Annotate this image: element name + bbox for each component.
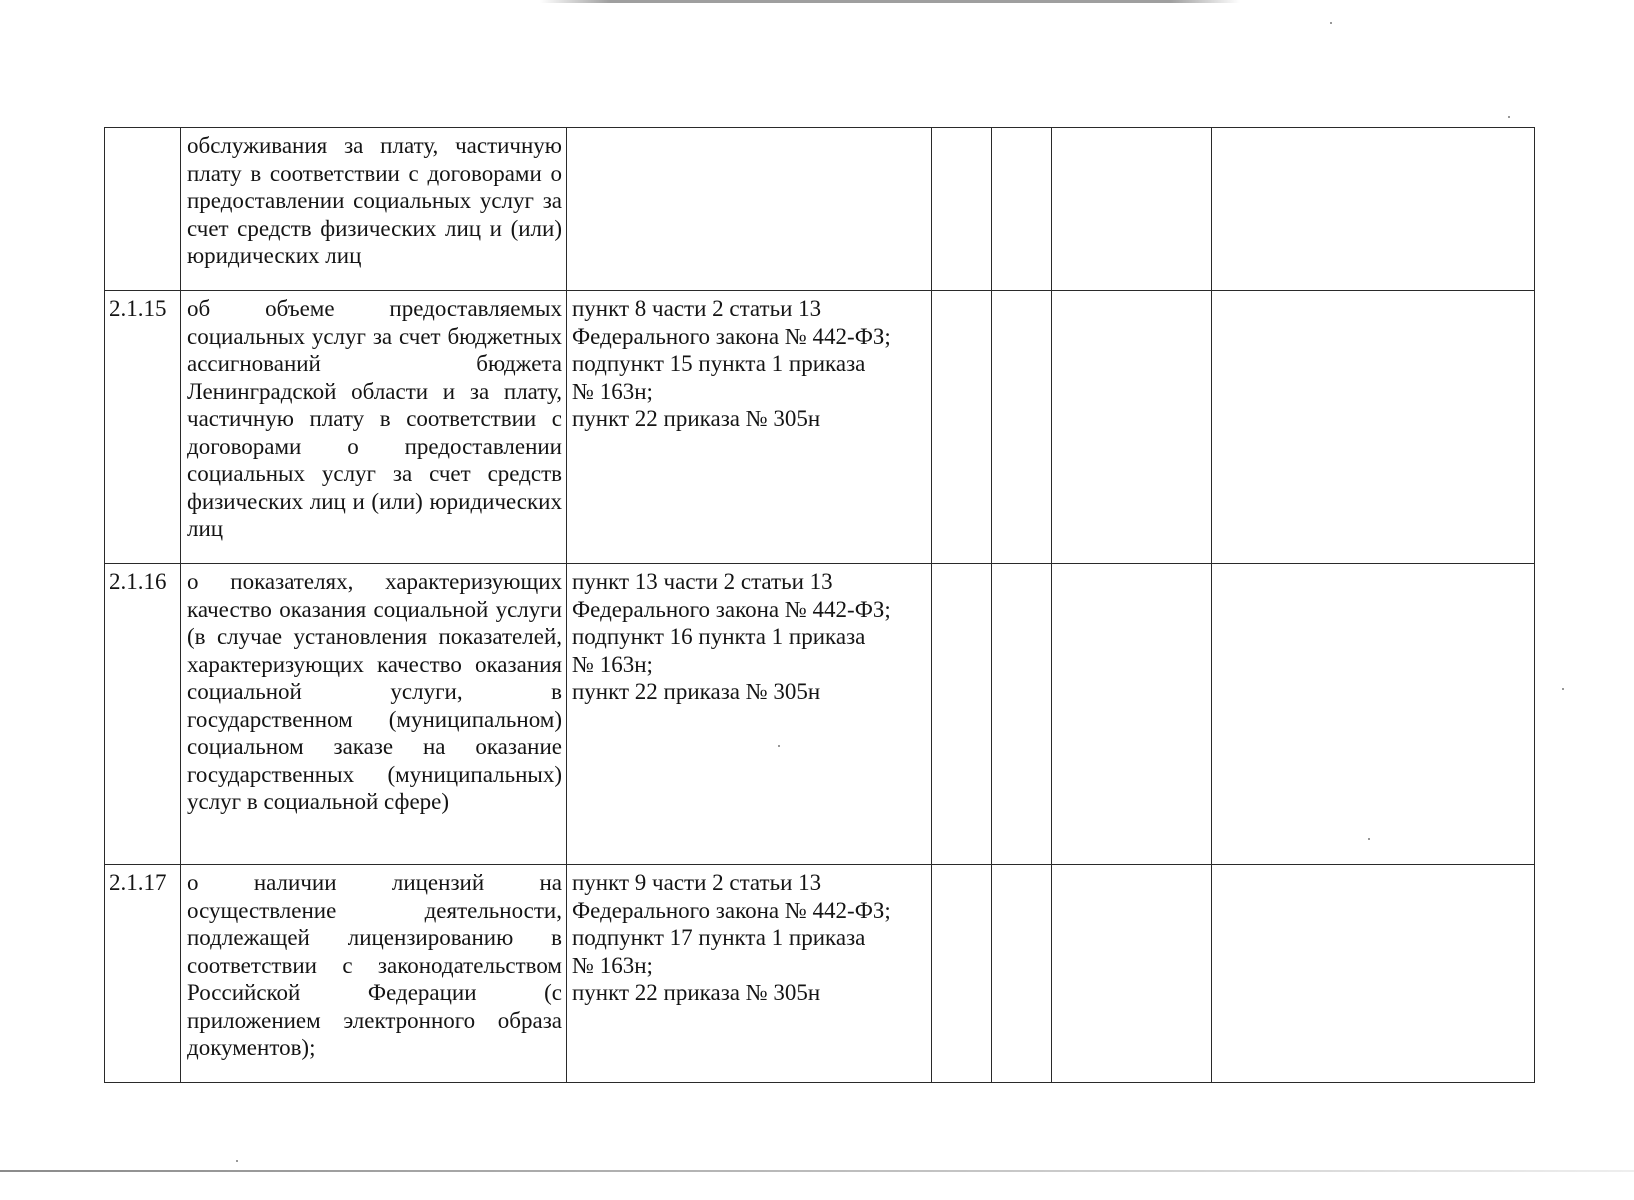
requirements-table (104, 127, 1535, 1083)
scan-edge-top (540, 0, 1240, 3)
legal-basis-line: пункт 13 части 2 статьи 13 (572, 569, 833, 594)
empty-cell (1052, 564, 1212, 865)
item-description-cell: о наличии лицензий на осуществление деятельности, подлежащей лицензированию в соответствии с законодательством Российской Федерации (с приложением электронного образа документов); (181, 865, 567, 1083)
scan-speck (236, 1160, 238, 1162)
item-number-cell: 2.1.17 (105, 865, 181, 1083)
legal-basis-cell (567, 128, 932, 291)
item-number-cell (105, 128, 181, 291)
legal-basis-line: № 163н; (572, 378, 653, 404)
item-number-cell: 2.1.16 (105, 564, 181, 865)
empty-cell (992, 128, 1052, 291)
table-row (105, 128, 1535, 291)
legal-basis-line: подпункт 15 пункта 1 приказа (572, 351, 866, 376)
legal-basis-line: пункт 22 приказа № 305н (572, 679, 821, 704)
scan-edge-bottom (0, 1170, 1634, 1172)
empty-cell (1212, 128, 1535, 291)
legal-basis-line: подпункт 16 пункта 1 приказа (572, 624, 866, 649)
legal-basis-cell (567, 291, 932, 564)
empty-cell (1052, 291, 1212, 564)
legal-basis-cell (567, 865, 932, 1083)
table-row (105, 564, 1535, 865)
legal-basis-line: № 163н; (572, 952, 653, 978)
item-description-cell: об объеме предоставляемых социальных услуг за счет бюджетных ассигнований бюджета Ленинградской области и за плату, частичную плату в соответствии с договорами о предоставлении социальных услуг за счет средств физических лиц и (или) юридических лиц (181, 291, 567, 564)
empty-cell (1052, 865, 1212, 1083)
item-description-cell: обслуживания за плату, частичную плату в соответствии с договорами о предоставлении социальных услуг за счет средств физических лиц и (или) юридических лиц (181, 128, 567, 291)
empty-cell (932, 564, 992, 865)
table-row (105, 865, 1535, 1083)
empty-cell (1212, 291, 1535, 564)
empty-cell (932, 865, 992, 1083)
empty-cell (1052, 128, 1212, 291)
legal-basis-line: пункт 22 приказа № 305н (572, 980, 821, 1005)
item-description-cell: о показателях, характеризующих качество оказания социальной услуги (в случае установления показателей, характеризующих качество оказания социальной услуги, в государственном (муниципальном) социальном заказе на оказание государственных (муниципальных) услуг в социальной сфере) (181, 564, 567, 865)
legal-basis-line: подпункт 17 пункта 1 приказа (572, 925, 866, 950)
scan-speck (1562, 688, 1564, 690)
legal-basis-line: № 163н; (572, 651, 653, 677)
empty-cell (932, 128, 992, 291)
legal-basis-line: пункт 22 приказа № 305н (572, 406, 821, 431)
empty-cell (1212, 865, 1535, 1083)
legal-basis-line: пункт 8 части 2 статьи 13 (572, 296, 822, 321)
scan-speck (1330, 22, 1332, 24)
scan-speck (1508, 116, 1510, 118)
table-row (105, 291, 1535, 564)
legal-basis-line: Федерального закона № 442-ФЗ; (572, 323, 891, 349)
empty-cell (932, 291, 992, 564)
empty-cell (992, 865, 1052, 1083)
empty-cell (992, 564, 1052, 865)
legal-basis-line: пункт 9 части 2 статьи 13 (572, 870, 822, 895)
legal-basis-line: Федерального закона № 442-ФЗ; (572, 897, 891, 923)
legal-basis-line: Федерального закона № 442-ФЗ; (572, 596, 891, 622)
empty-cell (1212, 564, 1535, 865)
item-number-cell: 2.1.15 (105, 291, 181, 564)
legal-basis-cell (567, 564, 932, 865)
empty-cell (992, 291, 1052, 564)
